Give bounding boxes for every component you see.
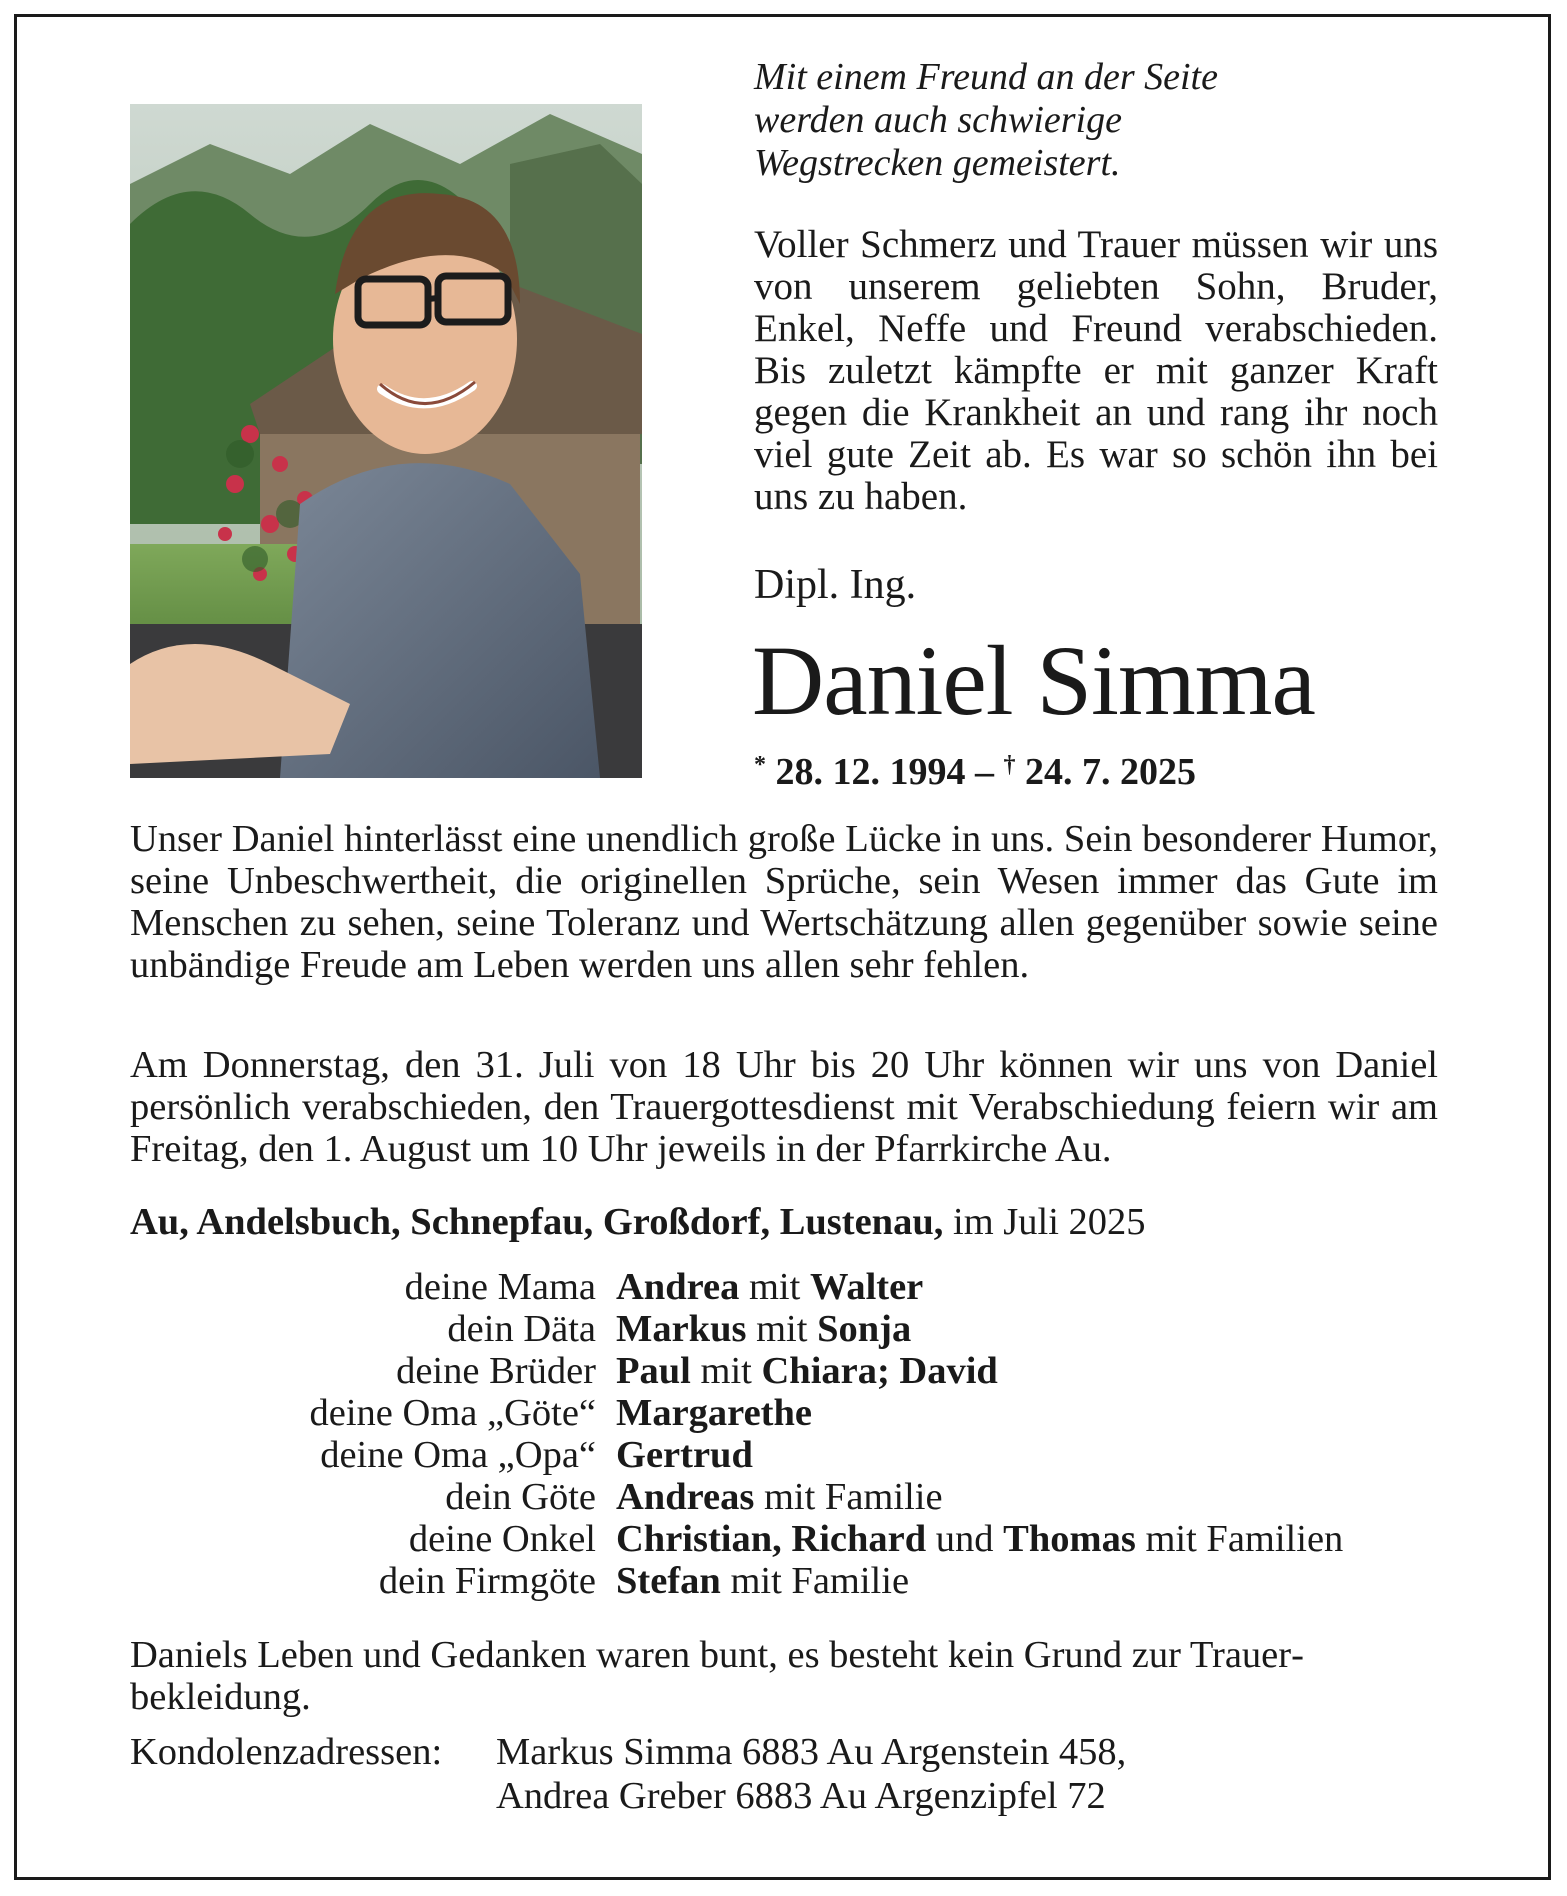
family-names [616,1308,1460,1350]
place-date-line [130,1200,1438,1244]
family-relation: dein Däta [447,1308,596,1350]
family-member-name: Markus [616,1308,747,1350]
quote-line: Wegstrecken gemeistert. [754,142,1121,184]
academic-title: Dipl. Ing. [754,562,917,608]
family-member-name: Thomas [1003,1518,1136,1560]
date-separator: – [965,751,1004,793]
family-relation: deine Oma „Göte“ [309,1392,596,1434]
family-names [616,1392,1460,1434]
life-dates [754,740,1196,797]
family-relation: deine Brüder [396,1350,596,1392]
portrait-illustration [130,104,642,778]
quote-line: Mit einem Freund an der Seite [754,56,1218,98]
family-row [130,1308,1460,1350]
family-connector: mit Familien [1135,1518,1344,1560]
family-connector: mit [739,1266,810,1308]
family-member-name: Gertrud [616,1434,753,1476]
family-member-name: Chiara; David [761,1350,998,1392]
family-names [616,1518,1460,1560]
month-year: im Juli 2025 [943,1201,1146,1243]
deceased-name: Daniel Simma [752,625,1315,736]
tribute-paragraph: Unser Daniel hinterlässt eine unendlich große Lücke in uns. Sein besonderer Humor, seine Unbeschwertheit, die originellen Sprüche, sein Wesen immer das Gute im Menschen zu sehen, seine Toleranz und Wertschätzung allen gegenüber sowie seine unbändige Freude am Leben werden uns allen sehr fehlen. [130,818,1438,986]
family-row [130,1350,1460,1392]
birth-date: 28. 12. 1994 [775,751,966,793]
family-connector: mit Familie [754,1476,943,1518]
family-connector: mit [690,1350,762,1392]
family-relation: dein Göte [445,1476,596,1518]
condolence-address: Andrea Greber 6883 Au Argenzipfel 72 [496,1775,1106,1817]
family-row [130,1476,1460,1518]
family-member-name: Paul [616,1350,691,1392]
family-relation: dein Firmgöte [378,1560,596,1602]
family-member-name: Stefan [616,1560,721,1602]
family-names [616,1434,1460,1476]
family-row [130,1560,1460,1602]
birth-symbol: * [754,752,766,778]
family-row [130,1518,1460,1560]
family-relation: deine Oma „Opa“ [320,1434,596,1476]
quote-block [754,56,1454,185]
intro-paragraph: Voller Schmerz und Trauer müssen wir uns von unserem geliebten Sohn, Bruder, Enkel, Neffe und Freund verabschieden. Bis zuletzt kämpfte er mit ganzer Kraft gegen die Krankheit an und rang ihr noch viel gute Zeit ab. Es war so schön ihn bei uns zu haben. [754,223,1438,518]
family-connector: mit Familie [720,1560,910,1602]
family-member-name: Margarethe [616,1392,812,1434]
family-row [130,1392,1460,1434]
condolence-address: Markus Simma 6883 Au Argenstein 458, [496,1731,1127,1773]
death-date: 24. 7. 2025 [1025,751,1196,793]
family-member-name: Andrea [616,1266,740,1308]
family-member-name: Andreas [616,1476,755,1518]
family-connector: und [926,1518,1004,1560]
family-member-name: Sonja [817,1308,912,1350]
family-list [130,1266,1460,1602]
family-member-name: Christian, Richard [616,1518,927,1560]
quote-line: werden auch schwierige [754,99,1122,141]
family-relation: deine Mama [404,1266,596,1308]
death-symbol: † [1003,752,1016,778]
condolence-addresses [130,1730,1438,1818]
condolence-label-spacer [130,1774,496,1818]
portrait-photo [130,104,642,778]
family-names [616,1350,1460,1392]
dress-note-paragraph: Daniels Leben und Gedanken waren bunt, es besteht kein Grund zur Trauerbekleidung. [130,1634,1304,1718]
family-names [616,1266,1460,1308]
family-row [130,1266,1460,1308]
family-row [130,1434,1460,1476]
towns: Au, Andelsbuch, Schnepfau, Großdorf, Lustenau, [130,1201,944,1243]
family-names [616,1560,1460,1602]
condolence-label: Kondolenzadressen: [130,1731,443,1773]
family-names [616,1476,1460,1518]
family-relation: deine Onkel [408,1518,596,1560]
family-member-name: Walter [809,1266,924,1308]
service-paragraph: Am Donnerstag, den 31. Juli von 18 Uhr bis 20 Uhr können wir uns von Daniel persönlich verabschieden, den Trauergottesdienst mit Verabschiedung feiern wir am Freitag, den 1. August um 10 Uhr jeweils in der Pfarrkirche Au. [130,1044,1438,1170]
family-connector: mit [746,1308,818,1350]
